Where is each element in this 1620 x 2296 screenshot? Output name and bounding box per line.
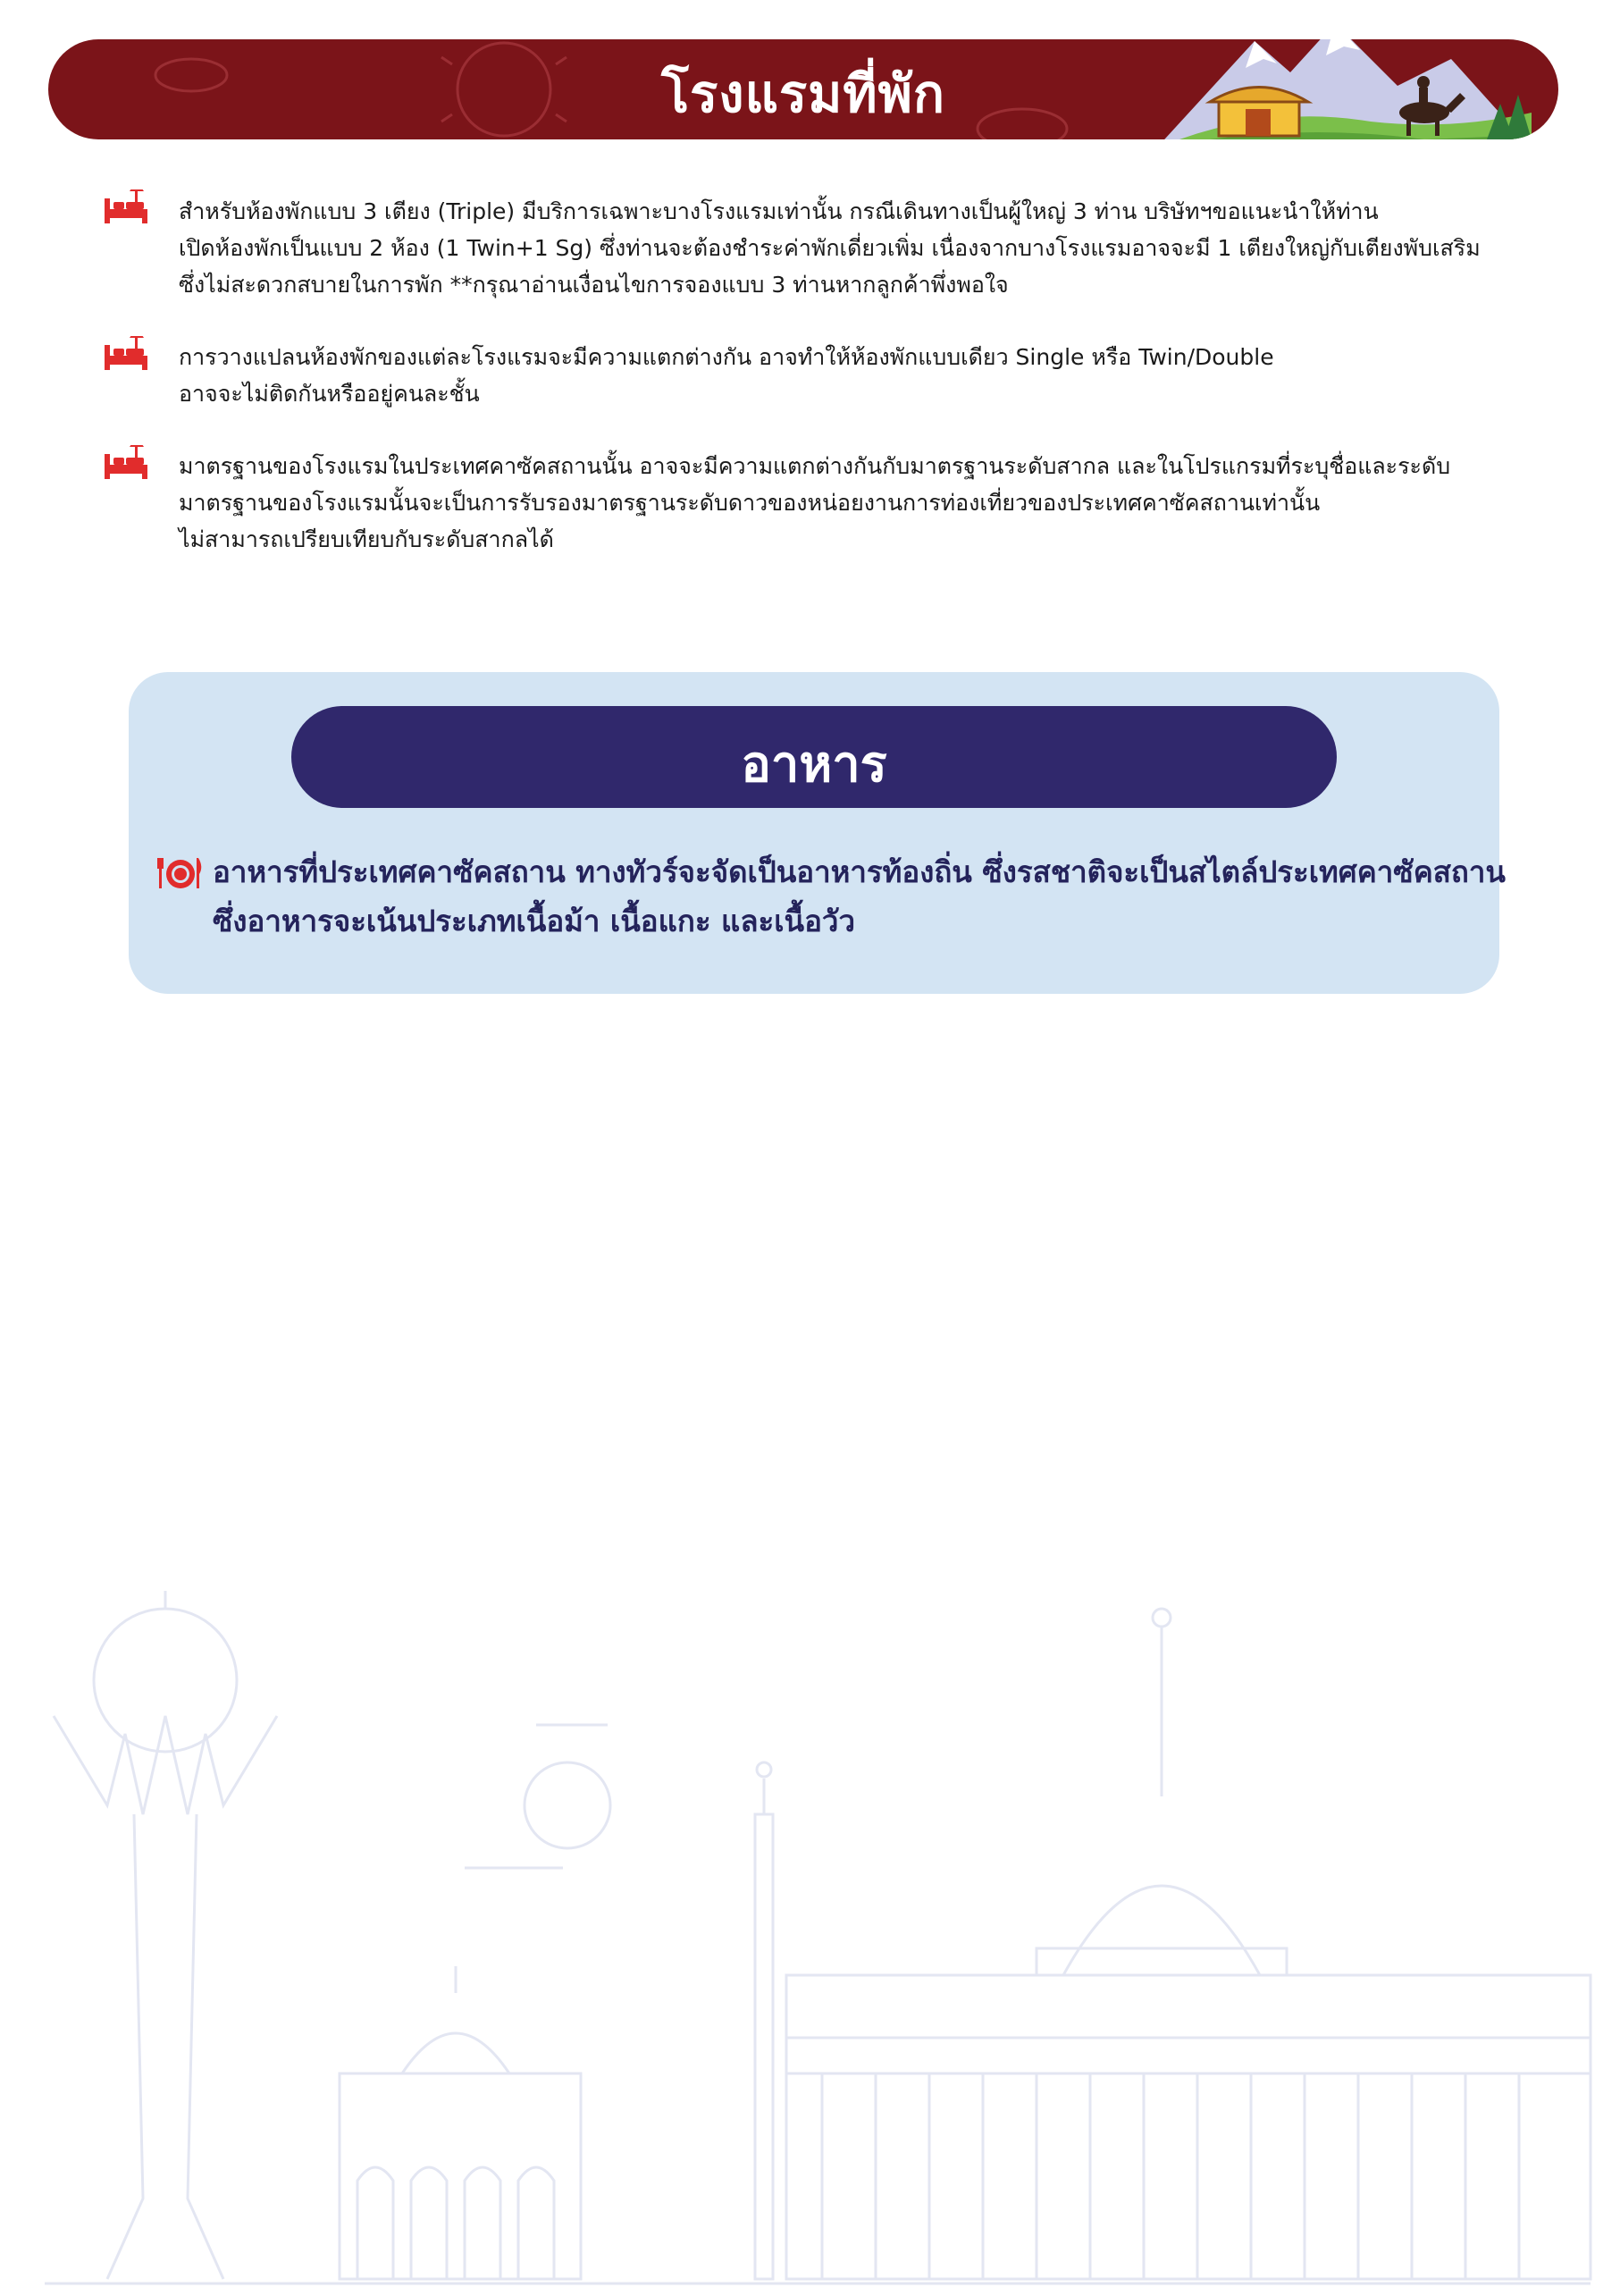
- astana-skyline-watermark: [0, 1573, 1620, 2296]
- food-title: อาหาร: [741, 736, 887, 794]
- note-line: ซึ่งไม่สะดวกสบายในการพัก **กรุณาอ่านเงื่อนไขการจองแบบ 3 ท่านหากลูกค้าพึ่งพอใจ: [179, 272, 1009, 298]
- bed-icon: [103, 336, 149, 372]
- food-section: [129, 672, 1506, 994]
- food-description: [213, 847, 1506, 946]
- note-line: เปิดห้องพักเป็นแบบ 2 ห้อง (1 Twin+1 Sg) ซึ่งท่านจะต้องชำระค่าพักเดี่ยวเพิ่ม เนื่องจากบางโรงแรมอาจจะมี 1 เตียงใหญ่กับเตียงพับเสริม: [179, 235, 1481, 261]
- food-header: [291, 706, 1337, 808]
- food-line: อาหารที่ประเทศคาซัคสถาน ทางทัวร์จะจัดเป็นอาหารท้องถิ่น ซึ่งรสชาติจะเป็นสไตล์ประเทศคาซัคสถาน: [213, 854, 1506, 889]
- hotel-note-room-layout: [179, 339, 1591, 412]
- note-line: สำหรับห้องพักแบบ 3 เตียง (Triple) มีบริการเฉพาะบางโรงแรมเท่านั้น กรณีเดินทางเป็นผู้ใหญ่ 3 ท่าน บริษัทฯขอแนะนำให้ท่าน: [179, 198, 1379, 224]
- note-line: มาตรฐานของโรงแรมนั้นจะเป็นการรับรองมาตรฐานระดับดาวของหน่อยงานการท่องเที่ยวของประเทศคาซัคสถานเท่านั้น: [179, 490, 1321, 516]
- note-line: มาตรฐานของโรงแรมในประเทศคาซัคสถานนั้น อาจจะมีความแตกต่างกันกับมาตรฐานระดับสากล และในโปรแกรมที่ระบุชื่อและระดับ: [179, 453, 1451, 479]
- bed-icon: [103, 189, 149, 225]
- note-line: การวางแปลนห้องพักของแต่ละโรงแรมจะมีความแตกต่างกัน อาจทำให้ห้องพักแบบเดียว Single หรือ Twin/Double: [179, 344, 1274, 370]
- hotel-note-standards: [179, 448, 1591, 558]
- note-line: อาจจะไม่ติดกันหรืออยู่คนละชั้น: [179, 381, 480, 407]
- dish-icon: [157, 854, 204, 890]
- mountain-yurt-rider-illustration: [1156, 39, 1532, 139]
- bed-icon: [103, 445, 149, 481]
- food-line: ซึ่งอาหารจะเน้นประเภทเนื้อม้า เนื้อแกะ และเนื้อวัว: [213, 904, 855, 938]
- hotel-note-triple-room: [179, 193, 1591, 303]
- page-title: โรงแรมที่พัก: [661, 63, 945, 124]
- section-header-hotel: [48, 39, 1558, 139]
- note-line: ไม่สามารถเปรียบเทียบกับระดับสากลได้: [179, 526, 554, 552]
